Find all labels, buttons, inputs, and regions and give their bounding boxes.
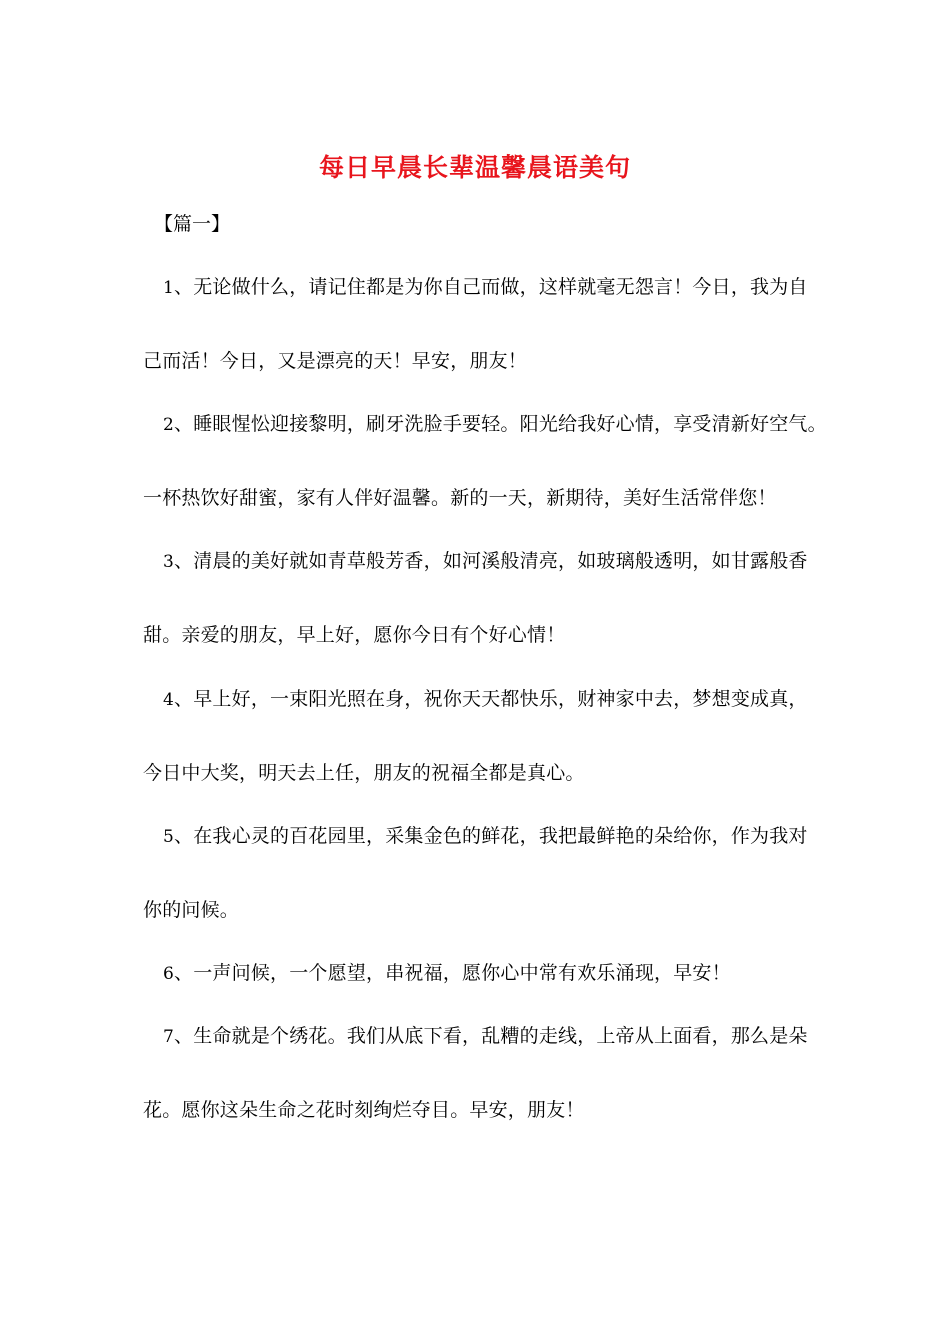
item-separator: 、	[174, 962, 194, 984]
item-separator: 、	[174, 688, 194, 710]
item-text: 清晨的美好就如青草般芳香，如河溪般清亮，如玻璃般透明，如甘露般香	[193, 550, 808, 572]
list-item-5-line-2: 你的问候。	[143, 899, 240, 921]
item-separator: 、	[174, 413, 194, 435]
item-text: 无论做什么，请记住都是为你自己而做，这样就毫无怨言！今日，我为自	[193, 276, 808, 298]
item-text: 在我心灵的百花园里，采集金色的鲜花，我把最鲜艳的朵给你，作为我对	[193, 825, 808, 847]
item-number: 7	[163, 1027, 175, 1047]
section-label: 【篇一】	[154, 213, 231, 235]
item-number: 3	[163, 552, 175, 572]
list-item-3-line-1	[163, 547, 808, 576]
list-item-4-line-1	[163, 685, 808, 714]
item-number: 6	[163, 964, 175, 984]
item-separator: 、	[174, 825, 194, 847]
list-item-2-line-2: 一杯热饮好甜蜜，家有人伴好温馨。新的一天，新期待，美好生活常伴您！	[143, 487, 777, 509]
list-item-7-line-2: 花。愿你这朵生命之花时刻绚烂夺目。早安，朋友！	[143, 1099, 585, 1121]
list-item-6-line-1	[163, 959, 731, 988]
list-item-7-line-1	[163, 1022, 808, 1051]
list-item-2-line-1	[163, 410, 827, 439]
item-separator: 、	[174, 550, 194, 572]
item-text: 一声问候，一个愿望，串祝福，愿你心中常有欢乐涌现，早安！	[193, 962, 731, 984]
item-number: 4	[163, 690, 175, 710]
item-text: 早上好，一束阳光照在身，祝你天天都快乐，财神家中去，梦想变成真，	[193, 688, 808, 710]
item-number: 5	[163, 827, 175, 847]
list-item-3-line-2: 甜。亲爱的朋友，早上好，愿你今日有个好心情！	[143, 624, 566, 646]
item-text: 生命就是个绣花。我们从底下看，乱糟的走线，上帝从上面看，那么是朵	[193, 1025, 808, 1047]
list-item-5-line-1	[163, 822, 808, 851]
list-item-1-line-1	[163, 273, 808, 302]
item-separator: 、	[174, 276, 194, 298]
list-item-1-line-2: 己而活！今日，又是漂亮的天！早安，朋友！	[143, 350, 528, 372]
item-number: 1	[163, 278, 175, 298]
item-separator: 、	[174, 1025, 194, 1047]
item-number: 2	[163, 415, 175, 435]
list-item-4-line-2: 今日中大奖，明天去上任，朋友的祝福全都是真心。	[143, 762, 585, 784]
document-title: 每日早晨长辈温馨晨语美句	[318, 153, 631, 182]
item-text: 睡眼惺忪迎接黎明，刷牙洗脸手要轻。阳光给我好心情，享受清新好空气。	[193, 413, 827, 435]
